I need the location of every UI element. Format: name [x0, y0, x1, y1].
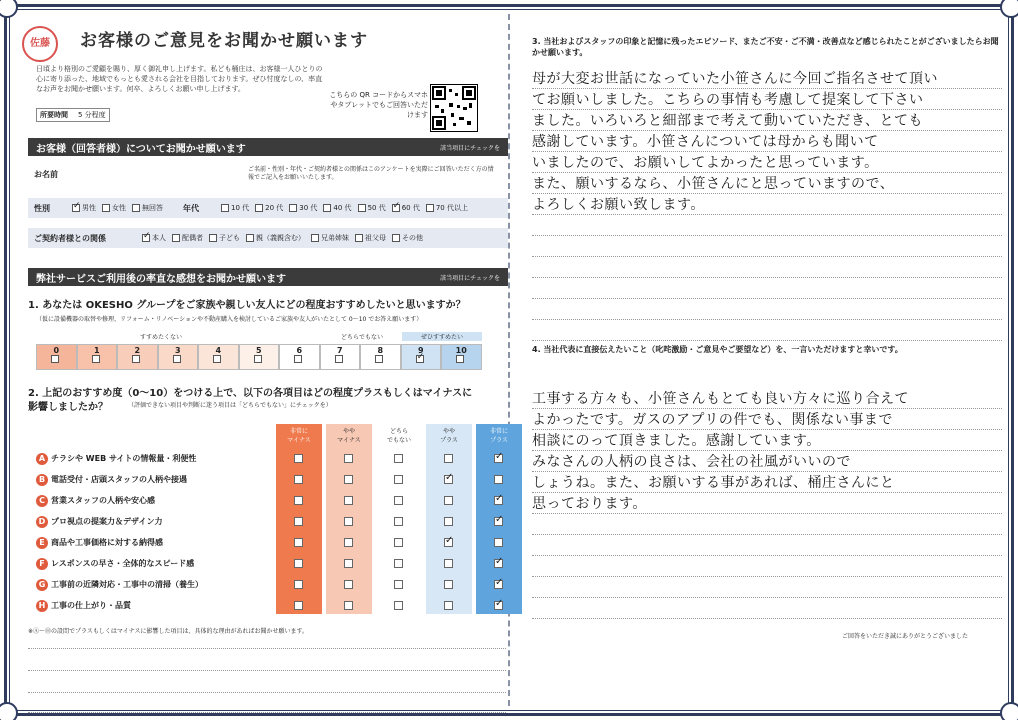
- gender-option-label: 男性: [82, 203, 96, 212]
- rating-checkbox[interactable]: [344, 580, 353, 589]
- handwritten-answer: よかったです。ガスのアプリの件でも、関係ない事まで: [532, 412, 893, 428]
- rating-item-label: 工事の仕上がり・品質: [51, 601, 131, 610]
- checkbox[interactable]: [416, 355, 424, 363]
- age-option-label: 30 代: [299, 203, 318, 212]
- rating-item-label: レスポンスの早さ・全体的なスピード感: [51, 559, 195, 568]
- time-value: 5 分程度: [78, 111, 106, 119]
- checkbox[interactable]: [132, 204, 140, 212]
- checkbox[interactable]: [142, 234, 150, 242]
- age-option-label: 10 代: [231, 203, 250, 212]
- rating-item-label: チラシや WEB サイトの情報量・利便性: [51, 454, 197, 463]
- age-options: [221, 203, 474, 214]
- thanks-note: ご回答をいただき誠にありがとうございました: [842, 633, 969, 640]
- rating-column-header: 非常に マイナス: [287, 428, 311, 444]
- answer-line[interactable]: [532, 555, 1002, 556]
- rating-checkbox[interactable]: [444, 538, 453, 547]
- scale-option-4[interactable]: [198, 344, 239, 370]
- rating-row: [36, 448, 506, 469]
- bottom-note: ※Ⓐ〜Ⓗの設問でプラスもしくはマイナスに影響した項目は、具体的な理由があればお聞かせ願います。: [28, 628, 309, 635]
- rating-item-label: プロ視点の提案力＆デザイン力: [51, 517, 163, 526]
- checkbox[interactable]: [255, 204, 263, 212]
- age-option-label: 60 代: [401, 203, 420, 212]
- answer-line[interactable]: [532, 235, 1002, 236]
- rating-row: [36, 553, 506, 574]
- checkbox[interactable]: [456, 355, 464, 363]
- checkbox[interactable]: [102, 204, 110, 212]
- rating-checkbox[interactable]: [344, 454, 353, 463]
- relation-option-label: その他: [402, 233, 423, 242]
- checkbox[interactable]: [289, 204, 297, 212]
- comment-line[interactable]: [28, 670, 506, 671]
- gender-label: 性別: [34, 203, 50, 213]
- relation-row: [28, 228, 508, 248]
- comment-line[interactable]: [28, 648, 506, 649]
- relation-option-label: 親（義親含む）: [256, 233, 305, 242]
- checkbox[interactable]: [294, 355, 302, 363]
- q2-title: 2. 上記のおすすめ度（0〜10）をつける上で、以下の各項目はどの程度プラスもしくはマイナスに: [28, 388, 473, 399]
- q2-subtitle: （評価できない項目や判断に迷う項目は「どちらでもない」にチェックを）: [128, 402, 332, 409]
- gender-option-label: 女性: [112, 203, 126, 212]
- impressions-section-bar: [28, 268, 508, 286]
- rating-checkbox[interactable]: [494, 475, 503, 484]
- customer-section-title: お客様（回答者様）についてお聞かせ願います: [36, 143, 246, 155]
- name-stamp: 佐藤: [22, 26, 58, 62]
- gender-age-row: [28, 198, 508, 218]
- scale-number: 5: [255, 346, 262, 355]
- rating-checkbox[interactable]: [444, 475, 453, 484]
- rating-checkbox[interactable]: [344, 538, 353, 547]
- answer-line[interactable]: [532, 597, 1002, 598]
- relation-option-label: 本人: [152, 233, 166, 242]
- checkbox[interactable]: [221, 204, 229, 212]
- scale-option-3[interactable]: [158, 344, 199, 370]
- rating-column-header: どちら でもない: [386, 428, 411, 444]
- checkbox[interactable]: [72, 204, 80, 212]
- relation-option[interactable]: [209, 233, 240, 243]
- checkbox[interactable]: [355, 234, 363, 242]
- check-note: 該当項目にチェックを: [440, 144, 500, 152]
- handwritten-answer: よろしくお願い致します。: [532, 197, 705, 213]
- age-option[interactable]: [392, 203, 420, 213]
- scale-option-5[interactable]: [239, 344, 280, 370]
- relation-option[interactable]: [172, 233, 203, 243]
- checkbox[interactable]: [392, 234, 400, 242]
- rating-checkbox[interactable]: [294, 517, 303, 526]
- age-option[interactable]: [221, 203, 249, 213]
- rating-checkbox[interactable]: [294, 580, 303, 589]
- handwritten-answer: 工事する方々も、小笹さんもとても良い方々に巡り合えて: [532, 391, 909, 407]
- page-title: お客様のご意見をお聞かせ願います: [80, 31, 368, 51]
- rating-item-label: 営業スタッフの人柄や安心感: [51, 496, 155, 505]
- scale-number: 4: [215, 346, 222, 355]
- handwritten-answer: てお願いしました。こちらの事情も考慮して提案して下さい: [532, 92, 924, 108]
- rating-checkbox[interactable]: [494, 601, 503, 610]
- gender-option-label: 無回答: [142, 203, 163, 212]
- scale-number: 10: [455, 346, 467, 355]
- scale-number: 7: [336, 346, 343, 355]
- rating-checkbox[interactable]: [444, 454, 453, 463]
- scale-number: 1: [93, 346, 100, 355]
- rating-checkbox[interactable]: [294, 496, 303, 505]
- rating-item-label: 工事前の近隣対応・工事中の清掃（養生）: [51, 580, 203, 589]
- rating-checkbox[interactable]: [444, 580, 453, 589]
- rating-checkbox[interactable]: [344, 559, 353, 568]
- checkbox[interactable]: [209, 234, 217, 242]
- time-label: 所要時間: [40, 111, 68, 119]
- checkbox[interactable]: [392, 204, 400, 212]
- rating-checkbox[interactable]: [394, 580, 403, 589]
- age-option-label: 70 代以上: [435, 203, 468, 212]
- rating-checkbox[interactable]: [394, 454, 403, 463]
- handwritten-answer: いましたので、お願いしてよかったと思っています。: [532, 155, 879, 171]
- gender-option[interactable]: [102, 203, 126, 213]
- intro-text: 日頃より格別のご愛顧を賜り、厚く御礼申し上げます。私ども桶庄は、お客様一人ひとりの心に寄り添った、地域でもっとも愛される会社を目指しております。ぜひ忖度なしの、率直なお声をお聞かせ願います。何卒、よろしくお願い申し上げます。: [36, 65, 323, 93]
- scale-option-0[interactable]: [36, 344, 77, 370]
- relation-option-label: 配偶者: [182, 233, 203, 242]
- handwritten-answer: みなさんの人柄の良さは、会社の社風がいいので: [532, 454, 851, 470]
- checkbox[interactable]: [254, 355, 262, 363]
- age-option-label: 50 代: [367, 203, 386, 212]
- comment-line[interactable]: [28, 692, 506, 693]
- rating-checkbox[interactable]: [394, 559, 403, 568]
- name-note: ご名前・性別・年代・ご契約者様との関係はこのアンケートを実際にご回答いただく方の情報でご記入をお願いいたします。: [248, 166, 494, 181]
- rating-checkbox[interactable]: [394, 517, 403, 526]
- scale-option-7[interactable]: [320, 344, 361, 370]
- rating-checkbox[interactable]: [344, 496, 353, 505]
- relation-option-label: 子ども: [219, 233, 240, 242]
- scale-low-label: すすめたくない: [139, 334, 183, 341]
- rating-item-label: 電話受付・店頭スタッフの人柄や接遇: [51, 475, 187, 484]
- q1-subtitle: （仮に設備機器の取替や修理、リフォーム・リノベーションや不動産購入を検討しているご家族や友人がいたとして 0〜10 でお答え願います）: [36, 316, 423, 323]
- rating-checkbox[interactable]: [294, 538, 303, 547]
- scale-option-8[interactable]: [360, 344, 401, 370]
- age-option-label: 40 代: [333, 203, 352, 212]
- item-letter-icon: G: [36, 579, 48, 591]
- scale-number: 6: [296, 346, 303, 355]
- rating-checkbox[interactable]: [444, 496, 453, 505]
- qr-code[interactable]: [430, 84, 478, 132]
- gender-option[interactable]: [132, 203, 163, 213]
- item-letter-icon: H: [36, 600, 48, 612]
- rating-checkbox[interactable]: [294, 601, 303, 610]
- item-letter-icon: D: [36, 516, 48, 528]
- scale-option-9[interactable]: [401, 344, 442, 370]
- rating-row: [36, 490, 506, 511]
- scale-high-label: ぜひすすめたい: [402, 332, 482, 341]
- gender-option[interactable]: [72, 203, 96, 213]
- answer-line[interactable]: [532, 576, 1002, 577]
- check-note: 該当項目にチェックを: [440, 274, 500, 282]
- relation-option[interactable]: [311, 233, 349, 243]
- rating-checkbox[interactable]: [494, 580, 503, 589]
- rating-checkbox[interactable]: [294, 454, 303, 463]
- relation-option[interactable]: [142, 233, 166, 243]
- item-letter-icon: B: [36, 474, 48, 486]
- rating-row: [36, 469, 506, 490]
- answer-line[interactable]: [532, 319, 1002, 320]
- relation-option[interactable]: [355, 233, 386, 243]
- handwritten-answer: 母が大変お世話になっていた小笹さんに今回ご指名させて頂い: [532, 71, 938, 87]
- relation-option[interactable]: [392, 233, 423, 243]
- age-option[interactable]: [358, 203, 386, 213]
- item-letter-icon: A: [36, 453, 48, 465]
- q1-title: 1. あなたは OKESHO グループをご家族や親しい友人にどの程度おすすめしたいと思いますか？: [28, 300, 466, 311]
- comment-line[interactable]: [28, 712, 506, 713]
- handwritten-answer: しょうね。また、お願いする事があれば、桶庄さんにと: [532, 475, 895, 491]
- rating-checkbox[interactable]: [494, 538, 503, 547]
- answer-line[interactable]: [532, 534, 1002, 535]
- rating-column-header: 非常に プラス: [489, 428, 508, 444]
- rating-row: [36, 532, 506, 553]
- rating-item-label: 商品や工事価格に対する納得感: [51, 538, 163, 547]
- q2-title-2: 影響しましたか？: [28, 402, 108, 413]
- scale-number: 2: [134, 346, 141, 355]
- scale-option-10[interactable]: [441, 344, 482, 370]
- rating-column-header: やや プラス: [440, 428, 458, 444]
- rating-checkbox[interactable]: [444, 517, 453, 526]
- rating-checkbox[interactable]: [294, 475, 303, 484]
- rating-checkbox[interactable]: [344, 517, 353, 526]
- checkbox[interactable]: [311, 234, 319, 242]
- time-required: [36, 108, 110, 122]
- age-option[interactable]: [426, 203, 468, 213]
- relation-option-label: 兄弟姉妹: [321, 233, 349, 242]
- checkbox[interactable]: [173, 355, 181, 363]
- checkbox[interactable]: [323, 204, 331, 212]
- rating-row: [36, 511, 506, 532]
- relation-options: [142, 233, 429, 244]
- answer-line[interactable]: [532, 256, 1002, 257]
- answer-line[interactable]: [532, 298, 1002, 299]
- rating-row: [36, 574, 506, 595]
- rating-checkbox[interactable]: [344, 475, 353, 484]
- rating-checkbox[interactable]: [444, 559, 453, 568]
- rating-checkbox[interactable]: [394, 601, 403, 610]
- impressions-section-title: 弊社サービスご利用後の率直な感想をお聞かせ願います: [36, 273, 286, 285]
- customer-section-bar: [28, 138, 508, 156]
- corner-ornament-br: [1000, 702, 1018, 720]
- scale-number: 3: [174, 346, 181, 355]
- rating-checkbox[interactable]: [494, 517, 503, 526]
- q4-title: 4. 当社代表に直接伝えたいこと（叱咤激励・ご意見やご要望など）を、一言いただけますと幸いです。: [532, 345, 903, 354]
- handwritten-answer: 感謝しています。小笹さんについては母からも聞いて: [532, 134, 879, 150]
- answer-line[interactable]: [532, 277, 1002, 278]
- rating-checkbox[interactable]: [444, 601, 453, 610]
- item-letter-icon: E: [36, 537, 48, 549]
- checkbox[interactable]: [426, 204, 434, 212]
- scale-number: 8: [377, 346, 384, 355]
- handwritten-answer: ました。いろいろと細部まで考えて動いていただき、とても: [532, 113, 923, 129]
- checkbox[interactable]: [51, 355, 59, 363]
- q3-title: 3. 当社およびスタッフの印象と記憶に残ったエピソード、またご不安・ご不満・改善点など感じられたことがございましたらお聞かせ願います。: [532, 37, 999, 57]
- checkbox[interactable]: [246, 234, 254, 242]
- rating-checkbox[interactable]: [294, 559, 303, 568]
- checkbox[interactable]: [132, 355, 140, 363]
- relation-label: ご契約者様との関係: [34, 233, 106, 243]
- item-letter-icon: F: [36, 558, 48, 570]
- handwritten-answer: また、願いするなら、小笹さんにと思っていますので、: [532, 176, 895, 192]
- gender-options: [72, 203, 169, 214]
- rating-checkbox[interactable]: [494, 496, 503, 505]
- relation-option[interactable]: [246, 233, 305, 243]
- rating-checkbox[interactable]: [394, 538, 403, 547]
- rating-row: [36, 595, 506, 616]
- rating-checkbox[interactable]: [494, 454, 503, 463]
- relation-option-label: 祖父母: [365, 233, 386, 242]
- rating-checkbox[interactable]: [494, 559, 503, 568]
- rating-checkbox[interactable]: [394, 475, 403, 484]
- handwritten-answer: 相談にのって頂きました。感謝しています。: [532, 433, 821, 449]
- rating-column-header: やや マイナス: [337, 428, 361, 444]
- checkbox[interactable]: [172, 234, 180, 242]
- answer-line[interactable]: [532, 618, 1002, 619]
- age-option-label: 20 代: [265, 203, 284, 212]
- scale-option-1[interactable]: [77, 344, 118, 370]
- checkbox[interactable]: [213, 355, 221, 363]
- checkbox[interactable]: [92, 355, 100, 363]
- age-option[interactable]: [289, 203, 317, 213]
- answer-line[interactable]: [532, 340, 1002, 341]
- item-letter-icon: C: [36, 495, 48, 507]
- checkbox[interactable]: [335, 355, 343, 363]
- age-label: 年代: [183, 203, 199, 213]
- age-option[interactable]: [255, 203, 283, 213]
- scale-number: 0: [53, 346, 60, 355]
- rating-checkbox[interactable]: [394, 496, 403, 505]
- rating-checkbox[interactable]: [344, 601, 353, 610]
- handwritten-answer: 思っております。: [532, 496, 647, 512]
- checkbox[interactable]: [358, 204, 366, 212]
- recommend-scale: [36, 332, 482, 374]
- scale-option-2[interactable]: [117, 344, 158, 370]
- scale-mid-label: どちらでもない: [341, 334, 383, 341]
- age-option[interactable]: [323, 203, 351, 213]
- name-label: お名前: [34, 169, 58, 179]
- checkbox[interactable]: [375, 355, 383, 363]
- scale-number: 9: [417, 346, 424, 355]
- scale-option-6[interactable]: [279, 344, 320, 370]
- qr-caption: こちらの QR コードからスマホやタブレットでもご回答いただけます: [329, 91, 428, 119]
